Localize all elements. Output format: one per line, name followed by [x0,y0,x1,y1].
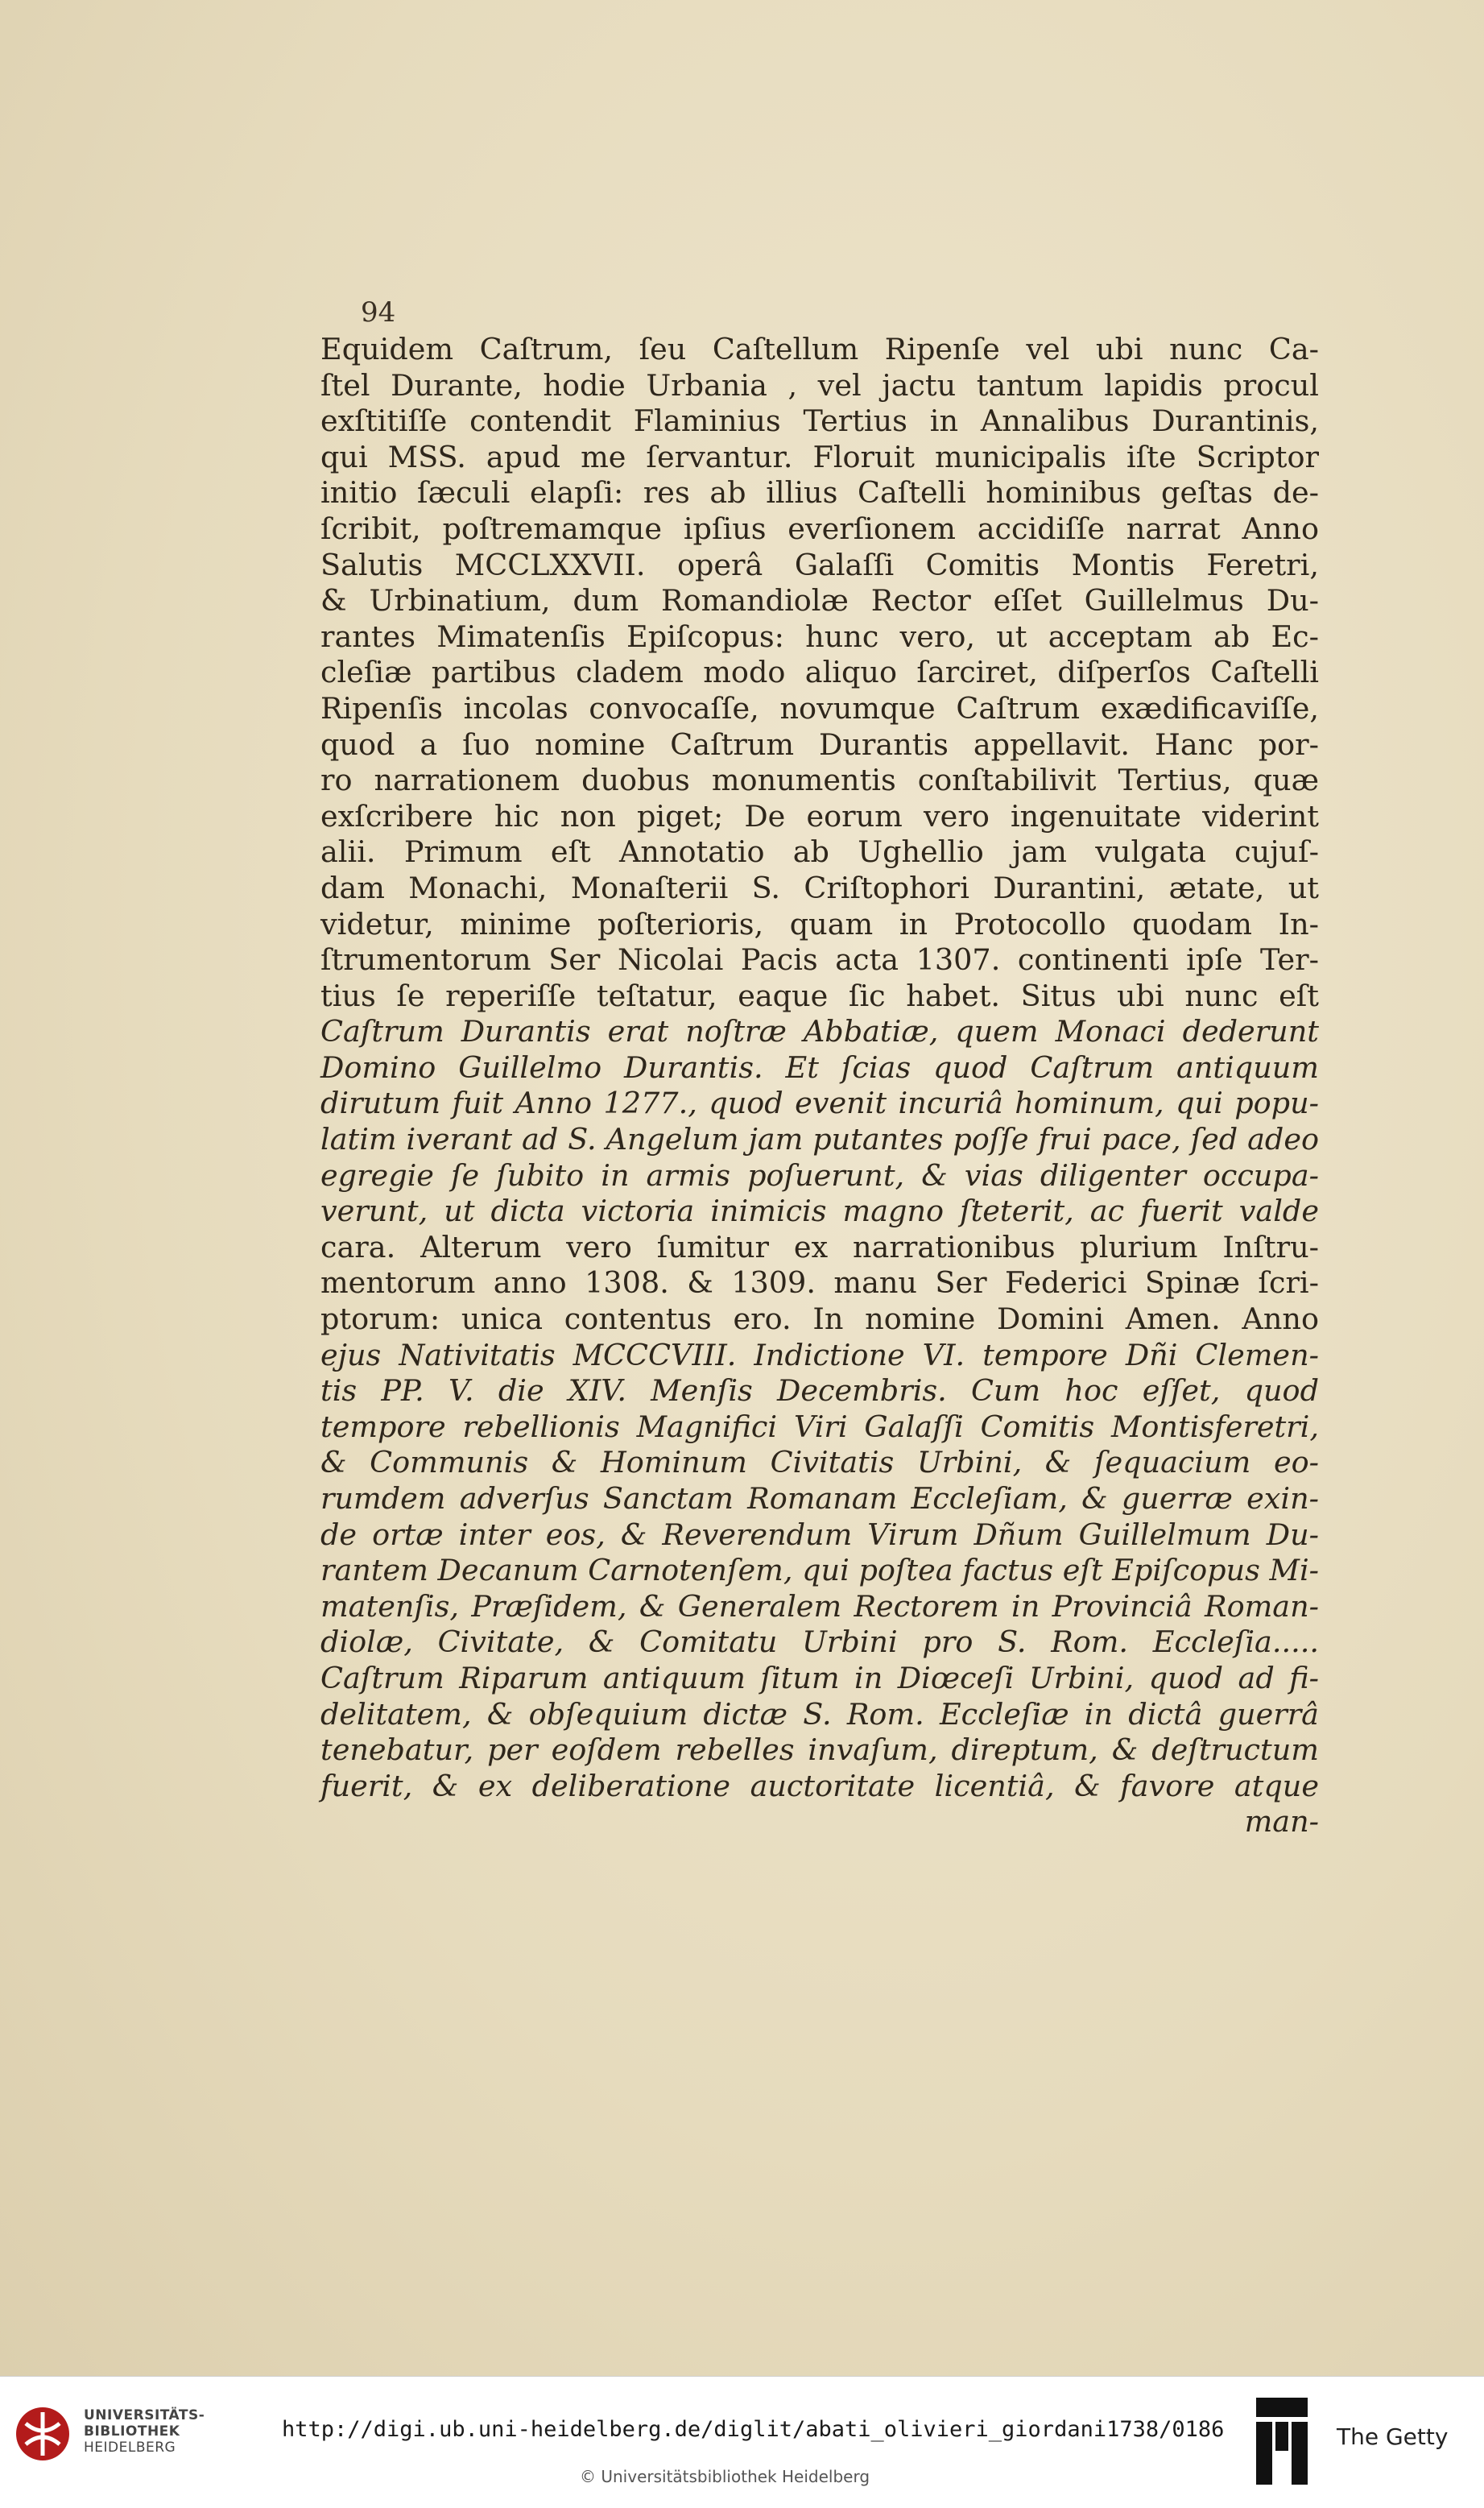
text-line: tempore rebellionis Magnifici Viri Galaſſi Comitis Montisferetri, [320,1409,1319,1444]
text-line: Domino Guillelmo Durantis. Et ſcias quod Caſtrum antiquum [320,1049,1319,1085]
text-line: latim iverant ad S. Angelum jam putantes poſſe frui pace, ſed adeo [320,1122,1319,1157]
text-line: videtur, minime poſterioris, quam in Protocollo quodam In- [320,906,1319,942]
text-line: cara. Alterum vero ſumitur ex narrationibus plurium Inſtru- [320,1229,1319,1264]
text-line: qui MSS. apud me ſervantur. Floruit municipalis iſte Scriptor [320,439,1319,474]
text-line: diolæ, Civitate, & Comitatu Urbini pro S. Rom. Eccleſia..... [320,1624,1319,1660]
text-line: dam Monachi, Monaſterii S. Criſtophori Durantini, ætate, ut [320,870,1319,905]
library-name-line3: HEIDELBERG [84,2440,176,2456]
text-line: ſcribit, poſtremamque ipſius everſionem accidiſſe narrat Anno [320,511,1319,546]
getty-logo-icon [1253,2393,1311,2489]
text-line: initio ſæculi elapſi: res ab illius Caſtelli hominibus geſtas de- [320,475,1319,511]
viewer-footer [0,2376,1484,2508]
text-line: Caſtrum Durantis erat noſtræ Abbatiæ, quem Monaci dederunt [320,1014,1319,1049]
text-line: & Urbinatium, dum Romandiolæ Rector eſſet Guillelmus Du- [320,583,1319,619]
catchword: man- [1244,1804,1319,1840]
text-line: tius ſe reperiſſe teſtatur, eaque ſic habet. Situs ubi nunc eſt [320,978,1319,1013]
partner-name: The Getty [1337,2423,1449,2450]
text-line: ſtrumentorum Ser Nicolai Pacis acta 1307. continenti ipſe Ter- [320,942,1319,978]
page-number: 94 [361,296,396,329]
text-line: quod a ſuo nomine Caſtrum Durantis appellavit. Hanc por- [320,726,1319,762]
text-line: tenebatur, per eoſdem rebelles invaſum, direptum, & deſtructum [320,1732,1319,1768]
text-line: verunt, ut dicta victoria inimicis magno ſteterit, ac fuerit valde [320,1194,1319,1229]
text-line: dirutum fuit Anno 1277., quod evenit incuriâ hominum, qui popu- [320,1086,1319,1121]
text-line: rantem Decanum Carnotenſem, qui poſtea factus eſt Epiſcopus Mi- [320,1553,1319,1588]
text-line: ſtel Durante, hodie Urbania , vel jactu tantum lapidis procul [320,367,1319,403]
text-line: ptorum: unica contentus ero. In nomine Domini Amen. Anno [320,1302,1319,1337]
text-line: Caſtrum Riparum antiquum ſitum in Diœceſi Urbini, quod ad fi- [320,1660,1319,1695]
text-line: ro narrationem duobus monumentis conſtabilivit Tertius, quæ [320,763,1319,798]
text-line: tis PP. V. die XIV. Menſis Decembris. Cum hoc eſſet, quod [320,1373,1319,1409]
copyright-notice: © Universitätsbibliothek Heidelberg [580,2467,870,2486]
library-name-line1: UNIVERSITÄTS- [84,2407,205,2423]
text-line: Salutis MCCLXXVII. operâ Galaſſi Comitis Montis Feretri, [320,547,1319,582]
text-line: fuerit, & ex deliberatione auctoritate licentiâ, & favore atque [320,1768,1319,1803]
text-line: Equidem Caſtrum, ſeu Caſtellum Ripenſe vel ubi nunc Ca- [320,332,1319,366]
text-line: exſcribere hic non piget; De eorum vero ingenuitate viderint [320,798,1319,834]
text-line: exſtitiſſe contendit Flaminius Tertius in Annalibus Durantinis, [320,404,1319,439]
text-line: rumdem adverſus Sanctam Romanam Eccleſiam, & guerræ exin- [320,1481,1319,1516]
text-line: delitatem, & obſequium dictæ S. Rom. Eccleſiæ in dictâ guerrâ [320,1696,1319,1732]
library-name-line2: BIBLIOTHEK [84,2423,180,2440]
text-line: rantes Mimatenſis Epiſcopus: hunc vero, ut acceptam ab Ec- [320,619,1319,654]
text-line: egregie ſe ſubito in armis poſuerunt, & vias diligenter occupa- [320,1157,1319,1193]
text-line: de ortæ inter eos, & Reverendum Virum Dñum Guillelmum Du- [320,1517,1319,1552]
text-line: matenſis, Præſidem, & Generalem Rectorem in Provinciâ Roman- [320,1588,1319,1624]
text-line: & Communis & Hominum Civitatis Urbini, & ſequacium eo- [320,1445,1319,1480]
text-line: ejus Nativitatis MCCCVIII. Indictione VI. tempore Dñi Clemen- [320,1337,1319,1372]
text-line: mentorum anno 1308. & 1309. manu Ser Federici Spinæ ſcri- [320,1265,1319,1301]
text-line: cleſiæ partibus cladem modo aliquo ſarciret, diſperſos Caſtelli [320,655,1319,690]
ub-heidelberg-logo-icon [14,2406,71,2462]
text-line: Ripenſis incolas convocaſſe, novumque Caſtrum exædificaviſſe, [320,690,1319,726]
text-line: alii. Primum eſt Annotatio ab Ughellio jam vulgata cujuſ- [320,834,1319,870]
permalink-url[interactable]: http://digi.ub.uni-heidelberg.de/diglit/abati_olivieri_giordani1738/0186 [282,2417,1225,2442]
library-name [84,2407,205,2456]
body-text [320,332,1319,1840]
